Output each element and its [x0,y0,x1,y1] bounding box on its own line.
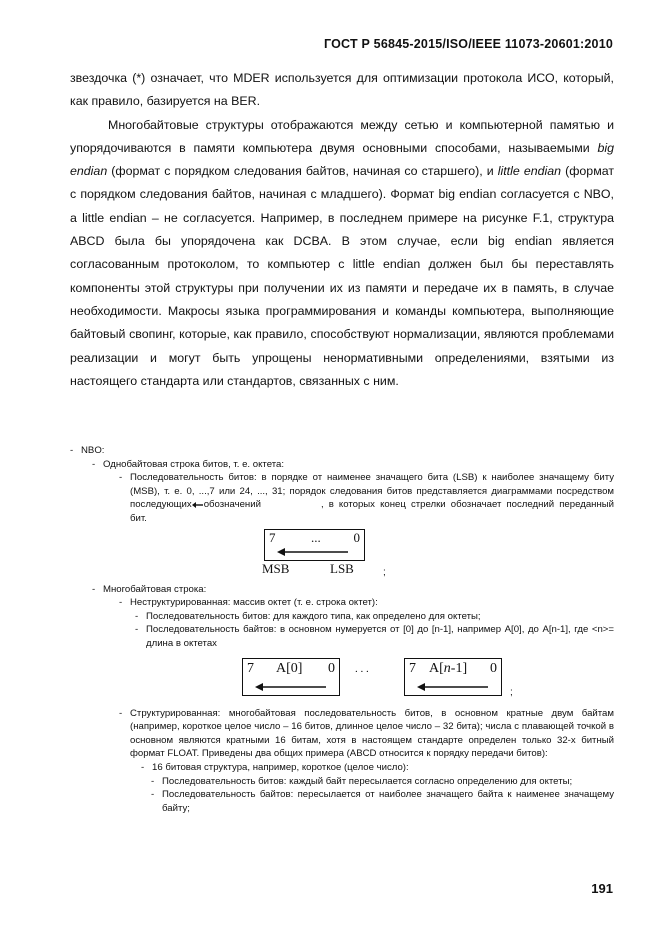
list-dash: - [92,458,96,470]
box-mid-prefix: A[ [429,660,444,676]
list-item-struct16 [141,761,614,775]
box-right-label: 0 [328,660,335,676]
box-right-label: 0 [490,660,497,676]
lsb-label: LSB [330,560,354,576]
list-item-label: NBO: [81,445,105,456]
bit-order-text-a: Последовательность битов: в порядке от наименее значащего бита (LSB) к наиболее значащему биту (MSB), т. е. 0, ...,7 или 24, ..., 31; порядок следования битов представляется диаграммами посредством последующих [130,472,614,511]
term-little-endian: little endian [497,164,562,179]
list-dash: - [70,445,74,456]
list-dash: - [119,472,123,484]
list-dash: - [151,789,155,801]
list-item-label: Последовательность байтов: пересылается от наиболее значащего байта к наименее значащему байту; [162,789,614,814]
list-dash: - [92,583,96,595]
list-item-label: Последовательность битов: для каждого типа, как определено для октеты; [146,610,481,622]
list-dash: - [119,707,123,719]
semicolon: ; [383,566,386,578]
left-arrow-icon [277,547,349,557]
term-big-endian: big endian [70,140,614,179]
paragraph-1: звездочка (*) означает, что MDER используется для оптимизации протокола ИСО, который, как правило, базируется на BER. [70,71,614,109]
bit-order-diagram [70,529,614,581]
list-item-structured [119,707,614,761]
paragraph-2-part-c: (формат с порядком следования байтов, начиная с младшего). Формат big endian согласуется с NBO, а little endian – не согласуется. Например, в последнем примере на рисунке F.1, структура ABCD была бы упорядочена как DCBA. В этом случае, если big endian является согласованным протоколом, то компьютер с little endian должен был бы переставлять компоненты этой структуры при получении их из памяти и передаче их в память, в случае необходимости. Макросы языка программирования и команды компьютера, выполняющие байтовый свопинг, которые, как правило, способствуют нормализации, являются проблемами реализации и могут быть упрощены ненормативными определениями, взятыми из настоящего стандарта или стандартов, связанных с ним. [70,164,615,388]
box-right-label: 0 [353,529,360,545]
list-item-label: Последовательность битов: каждый байт пересылается согласно определению для октеты; [162,775,573,787]
paragraph-2 [70,114,614,394]
msb-label: MSB [262,560,290,576]
box-mid-n: n [443,660,451,676]
list-item-unstructured-bytes [135,623,614,650]
byte-box-last [404,658,502,696]
box-left-label: 7 [409,660,416,676]
list-item-label: Многобайтовая строка: [103,583,207,595]
box-left-label: 7 [247,660,254,676]
box-mid-label: A[0] [276,660,303,676]
semicolon: ; [510,686,513,698]
list-dash: - [141,761,145,773]
list-item-label: Структурированная: многобайтовая последовательность битов, в основном кратные двум байтам (например, короткое целое число – 16 битов, длинное целое число – 32 бита); числа с плавающей точкой в основном являются кратными 16 битам, хотя в настоящем стандарте определен только 32-х битный формат FLOAT. Приведены два общих примера (ABCD относится к порядку передачи битов): [130,707,614,760]
left-arrow-icon [417,682,489,692]
list-item-struct16-bits [151,775,614,789]
list-item-struct16-bytes [151,788,614,815]
paragraph-2-part-a: Многобайтовые структуры отображаются между сетью и компьютерной памятью и упорядочиваются в памяти компьютера двумя основными способами, называемыми [70,117,614,155]
paragraph-2-part-b: (формат с порядком следования байтов, начиная со старшего), и [107,164,498,179]
list-dash: - [135,610,139,622]
byte-box-first [242,658,340,696]
byte-order-diagram [70,658,614,702]
bit-order-box [264,529,365,561]
list-item-nbo [70,444,614,458]
bit-order-text-c: , в которых конец стрелки обозначает последний переданный бит. [130,499,614,524]
list-item-unstructured-bits [135,610,614,624]
left-arrow-icon [255,682,327,692]
list-item-label: Неструктурированная: массив октет (т. е. строка октет): [130,597,378,609]
box-left-label: 7 [269,529,276,545]
list-dash: - [151,775,155,787]
box-mid-suffix: -1] [450,660,468,676]
main-text [70,67,614,393]
definition-list [70,444,614,815]
document-header: ГОСТ Р 56845-2015/ISO/IEEE 11073-20601:2010 [323,37,613,51]
box-mid-label [429,662,467,676]
box-mid-label: ... [311,529,321,545]
list-dash: - [135,624,139,636]
list-item-multi-byte [92,583,614,597]
list-item-label: 16 битовая структура, например, короткое (целое число): [152,761,409,773]
ellipsis-label: . . . [355,662,369,675]
page-number: 191 [591,881,613,896]
list-item-label: Последовательность байтов: в основном нумеруется от [0] до [n-1], например A[0], до A[n-1], где <n>= длина в октетах [146,624,614,649]
bit-order-text-b: обозначений [203,499,261,511]
list-item-unstructured [119,596,614,610]
left-arrow-icon [192,501,204,509]
list-item-single-byte [92,458,614,472]
list-item-bit-order [119,471,614,525]
list-dash: - [119,597,123,609]
list-item-label: Однобайтовая строка битов, т. е. октета: [103,458,284,470]
